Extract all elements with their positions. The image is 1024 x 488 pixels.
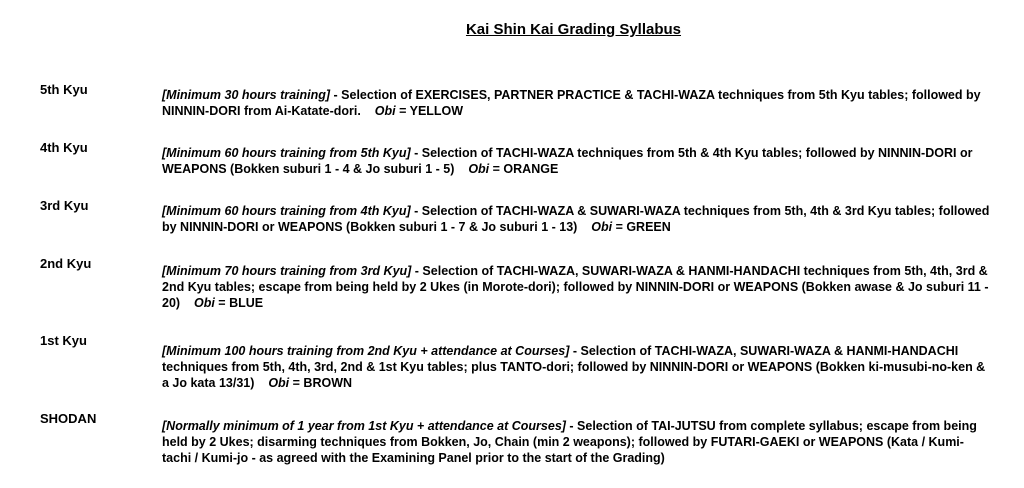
obi-label: Obi [468, 162, 490, 176]
grade-text: - Selection of TACHI-WAZA, SUWARI-WAZA & HANMI-HANDACHI techniques from 5th, 4th, 3rd & 2nd Kyu tables; escape from being held by 2 Ukes (in Morote-dori); followed by NINNIN-DORI or WEAPONS (Bokken awase & Jo suburi 11 - 20) [162, 264, 989, 310]
grade-description-4th-kyu [162, 145, 992, 177]
grade-label-4th-kyu: 4th Kyu [40, 140, 88, 155]
grade-text: - Selection of EXERCISES, PARTNER PRACTICE & TACHI-WAZA techniques from 5th Kyu tables; followed by NINNIN-DORI from Ai-Katate-dori. [162, 88, 981, 118]
grade-requirement: [Minimum 70 hours training from 3rd Kyu] [162, 264, 412, 278]
obi-value: = YELLOW [395, 104, 464, 118]
grade-requirement: [Minimum 60 hours training from 5th Kyu] [162, 146, 411, 160]
obi-label: Obi [193, 296, 215, 310]
document-title: Kai Shin Kai Grading Syllabus [465, 21, 682, 38]
grade-text: - Selection of TACHI-WAZA, SUWARI-WAZA & HANMI-HANDACHI techniques from 5th, 4th, 3rd, 2nd & 1st Kyu tables; plus TANTO-dori; followed by NINNIN-DORI or WEAPONS (Bokken ki-musubi-no-ken & a Jo kata 13/31) [162, 344, 986, 390]
obi-value: = BLUE [214, 296, 264, 310]
grade-requirement: [Minimum 60 hours training from 4th Kyu] [162, 204, 411, 218]
grade-label-5th-kyu: 5th Kyu [40, 82, 88, 97]
grade-label-3rd-kyu: 3rd Kyu [40, 198, 89, 213]
obi-value: = BROWN [289, 376, 353, 390]
grade-description-5th-kyu [162, 87, 992, 119]
grade-description-shodan [162, 418, 992, 466]
grade-text: - Selection of TACHI-WAZA techniques from 5th & 4th Kyu tables; followed by NINNIN-DORI or WEAPONS (Bokken suburi 1 - 4 & Jo suburi 1 - 5) [162, 146, 973, 176]
obi-label: Obi [268, 376, 290, 390]
grade-description-1st-kyu [162, 343, 992, 391]
grade-text: - Selection of TAI-JUTSU from complete syllabus; escape from being held by 2 Ukes; disarming techniques from Bokken, Jo, Chain (min 2 weapons); followed by FUTARI-GAEKI or WEAPONS (Kata / Kumi-tachi / Kumi-jo - as agreed with the Examining Panel prior to the start of the Grading) [162, 419, 977, 465]
grade-text: - Selection of TACHI-WAZA & SUWARI-WAZA techniques from 5th, 4th & 3rd Kyu tables; followed by NINNIN-DORI or WEAPONS (Bokken suburi 1 - 7 & Jo suburi 1 - 13) [162, 204, 990, 234]
grade-requirement: [Normally minimum of 1 year from 1st Kyu + attendance at Courses] [162, 419, 566, 433]
obi-value: = GREEN [612, 220, 671, 234]
obi-label: Obi [591, 220, 613, 234]
obi-value: = ORANGE [489, 162, 559, 176]
grade-label-2nd-kyu: 2nd Kyu [40, 256, 92, 271]
grade-label-shodan: SHODAN [40, 411, 97, 426]
grade-requirement: [Minimum 30 hours training] [162, 88, 331, 102]
grade-requirement: [Minimum 100 hours training from 2nd Kyu + attendance at Courses] [162, 344, 570, 358]
grade-description-2nd-kyu [162, 263, 992, 311]
obi-label: Obi [374, 104, 396, 118]
grade-description-3rd-kyu [162, 203, 992, 235]
grade-label-1st-kyu: 1st Kyu [40, 333, 87, 348]
